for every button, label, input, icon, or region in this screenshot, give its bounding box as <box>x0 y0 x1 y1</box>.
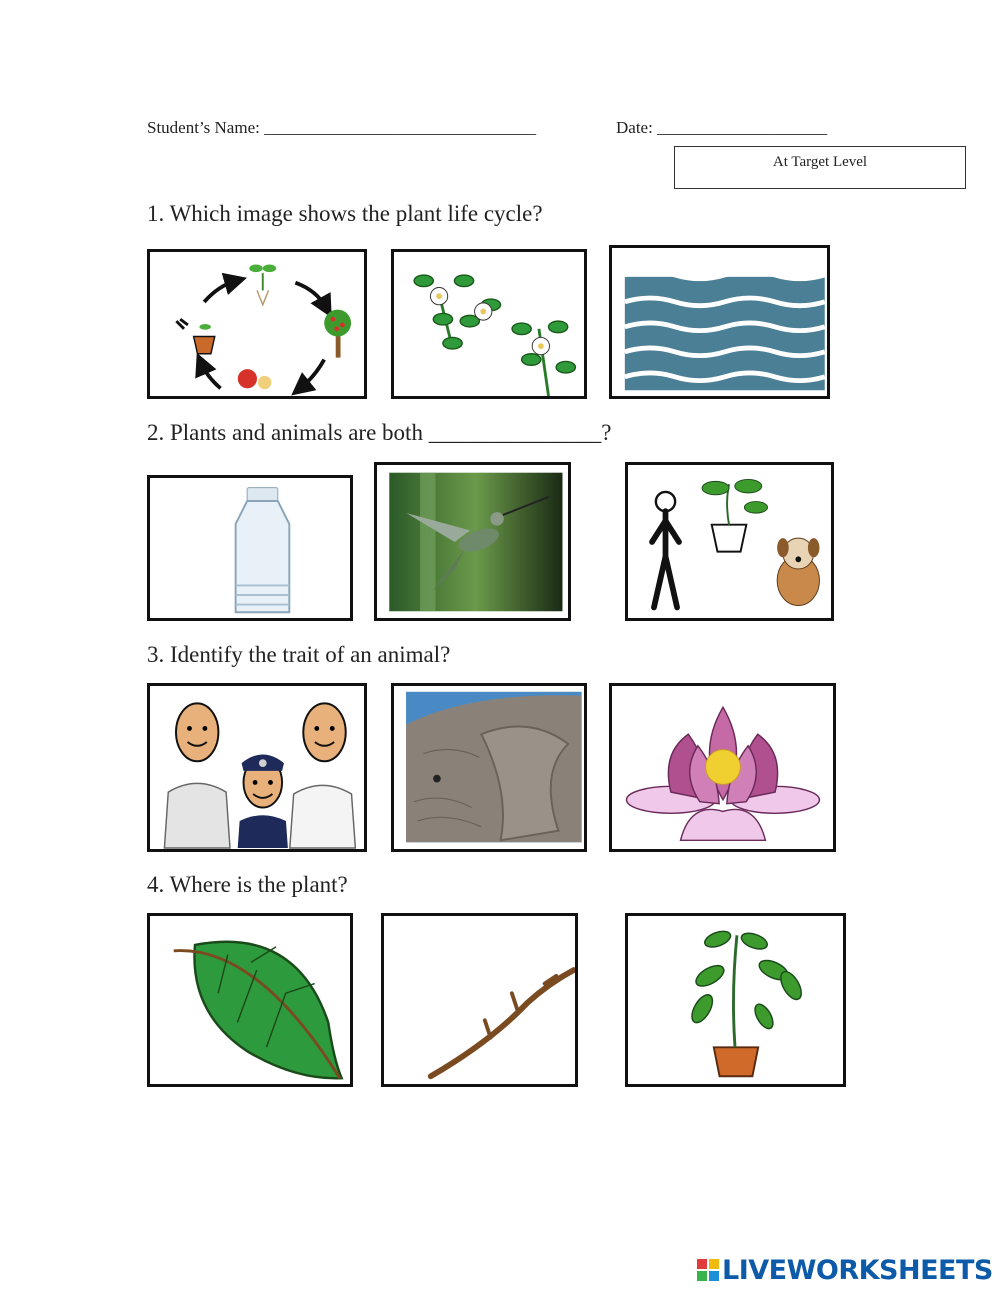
option-elephant-skin[interactable] <box>391 683 587 852</box>
question-2: 2. Plants and animals are both _______________? <box>147 420 612 445</box>
water-waves-icon <box>612 248 827 396</box>
level-box: At Target Level <box>674 146 966 189</box>
flowering-plants-icon <box>394 252 584 396</box>
question-3: 3. Identify the trait of an animal? <box>147 642 451 667</box>
plant-life-cycle-icon <box>150 252 364 396</box>
elephant-skin-photo <box>394 686 584 849</box>
water-bottle-icon <box>150 478 350 618</box>
people-workers-icon <box>150 686 364 849</box>
option-people-workers[interactable] <box>147 683 367 852</box>
potted-plant-icon <box>628 916 843 1084</box>
option-water-bottle[interactable] <box>147 475 353 621</box>
student-name-field: Student’s Name: ________________________________ <box>147 118 537 137</box>
option-leaf[interactable] <box>147 913 353 1087</box>
question-4: 4. Where is the plant? <box>147 872 348 897</box>
leaf-icon <box>150 916 350 1084</box>
question-1: 1. Which image shows the plant life cycle? <box>147 201 543 226</box>
twig-icon <box>384 916 575 1084</box>
option-hummingbird[interactable] <box>374 462 571 621</box>
option-lotus-flower[interactable] <box>609 683 836 852</box>
option-flowering-plants[interactable] <box>391 249 587 399</box>
hummingbird-photo <box>377 465 568 618</box>
date-field: Date: ____________________ <box>616 118 828 137</box>
option-plant-life-cycle[interactable] <box>147 249 367 399</box>
logo-mark-icon <box>697 1259 719 1281</box>
living-things-icon <box>628 465 831 618</box>
logo-text: LIVEWORKSHEETS <box>722 1254 993 1286</box>
option-living-things[interactable] <box>625 462 834 621</box>
liveworksheets-logo <box>697 1253 993 1287</box>
option-water-waves[interactable] <box>609 245 830 399</box>
option-twig[interactable] <box>381 913 578 1087</box>
lotus-flower-icon <box>612 686 833 849</box>
option-potted-plant[interactable] <box>625 913 846 1087</box>
